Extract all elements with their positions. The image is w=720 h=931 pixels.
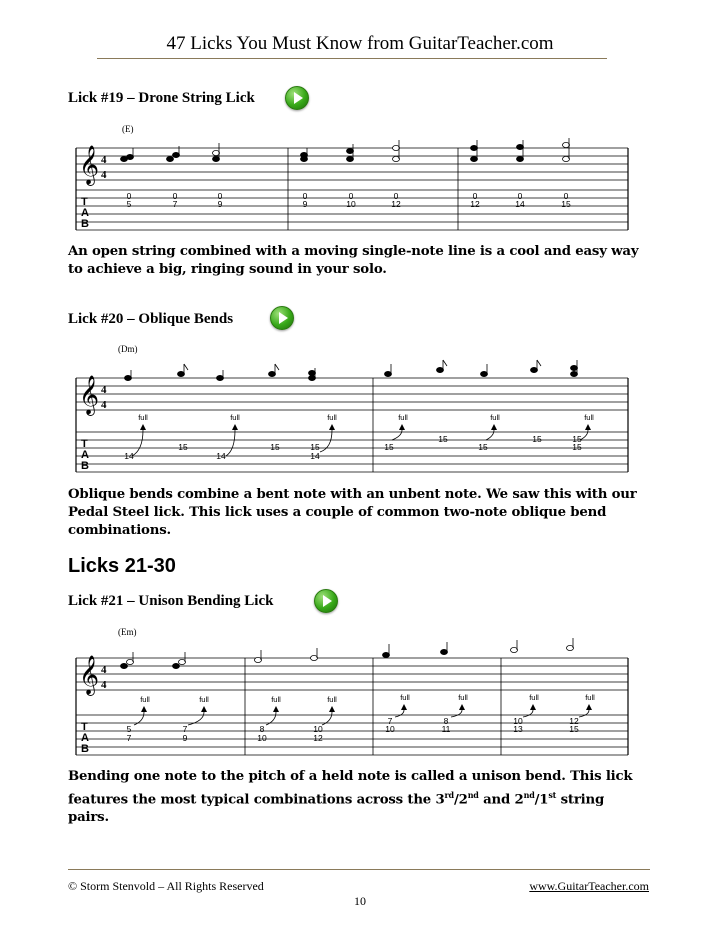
svg-text:full: full [230,413,240,422]
tab-letter-t: T [81,196,88,208]
svg-text:13: 13 [513,724,523,734]
svg-text:10: 10 [313,724,323,734]
svg-text:T: T [81,721,88,733]
lick-20-title: Lick #20 – Oblique Bends [68,311,234,327]
svg-text:15: 15 [438,434,448,444]
svg-text:12: 12 [470,199,480,209]
svg-text:0: 0 [172,191,178,201]
svg-text:full: full [458,693,468,702]
svg-text:B: B [81,460,89,472]
tab-letter-b: B [81,218,89,230]
svg-text:15: 15 [561,199,571,209]
footer-divider [68,869,650,870]
svg-text:14: 14 [515,199,525,209]
svg-text:T: T [81,438,88,450]
lick-21-description: Bending one note to the pitch of a held note is called a unison bend. This lick features the most typical combinations across the 3rd/2nd and 2nd/1st string pairs. [68,769,633,826]
lick-19-title: Lick #19 – Drone String Lick [68,90,255,106]
section-heading: Licks 21-30 [68,555,176,577]
svg-text:10: 10 [257,733,267,743]
svg-text:9: 9 [302,199,308,209]
svg-text:full: full [400,693,410,702]
lick-19-play-icon[interactable] [285,86,309,110]
svg-text:full: full [140,695,150,704]
lick-21-notes [121,638,574,669]
svg-text:0: 0 [126,191,132,201]
lick-19-notation [0,118,720,238]
svg-text:15: 15 [532,434,542,444]
svg-text:10: 10 [513,716,523,726]
svg-text:0: 0 [472,191,478,201]
footer-link[interactable]: www.GuitarTeacher.com [529,879,649,893]
svg-text:full: full [271,695,281,704]
svg-text:full: full [327,695,337,704]
svg-text:8: 8 [259,724,265,734]
lick-20-chord: (Dm) [118,344,138,354]
svg-text:full: full [138,413,148,422]
svg-text:10: 10 [385,724,395,734]
svg-text:11: 11 [441,724,451,734]
lick-20-notation [0,340,720,480]
svg-text:7: 7 [172,199,178,209]
time-sig-top: 4 [101,664,107,676]
time-sig-top: 4 [101,154,107,166]
lick-20-play-icon[interactable] [270,306,294,330]
svg-text:full: full [584,413,594,422]
svg-text:0: 0 [563,191,569,201]
svg-text:15: 15 [478,442,488,452]
svg-text:15: 15 [310,442,320,452]
treble-clef-icon: 𝄞 [79,145,100,185]
treble-clef-icon: 𝄞 [79,655,100,695]
svg-text:0: 0 [217,191,223,201]
svg-text:14: 14 [310,451,320,461]
svg-text:7: 7 [182,724,188,734]
lick-20-description: Oblique bends combine a bent note with an unbent note. We saw this with our Pedal Steel lick. This lick uses a couple of common two-note oblique bend combinations. [68,487,637,538]
svg-text:10: 10 [346,199,356,209]
time-sig-bottom: 4 [101,399,107,411]
svg-text:15: 15 [384,442,394,452]
svg-text:14: 14 [124,451,134,461]
lick-19-chord: (E) [122,124,134,134]
svg-text:full: full [398,413,408,422]
svg-text:A: A [81,449,89,461]
svg-text:15: 15 [572,442,582,452]
page-number: 10 [354,894,366,908]
footer-copyright: © Storm Stenvold – All Rights Reserved [68,879,264,893]
svg-text:B: B [81,743,89,755]
svg-text:full: full [490,413,500,422]
lick-21-notation [0,622,720,760]
lick-19-notes [121,138,570,162]
svg-text:14: 14 [216,451,226,461]
time-sig-bottom: 4 [101,169,107,181]
svg-text:5: 5 [126,199,132,209]
lick-21-play-icon[interactable] [314,589,338,613]
svg-text:0: 0 [517,191,523,201]
svg-text:A: A [81,732,89,744]
page-header-title: 47 Licks You Must Know from GuitarTeacher.com [166,33,554,54]
svg-text:5: 5 [126,724,132,734]
svg-text:7: 7 [126,733,132,743]
svg-text:full: full [199,695,209,704]
svg-text:15: 15 [572,434,582,444]
lick-21-chord: (Em) [118,627,137,637]
svg-text:0: 0 [302,191,308,201]
svg-text:0: 0 [348,191,354,201]
svg-text:9: 9 [217,199,223,209]
svg-text:15: 15 [270,442,280,452]
svg-text:7: 7 [387,716,393,726]
svg-text:full: full [585,693,595,702]
tab-letter-a: A [81,207,89,219]
treble-clef-icon: 𝄞 [79,375,100,415]
svg-text:12: 12 [313,733,323,743]
svg-text:12: 12 [391,199,401,209]
header-divider [97,58,607,59]
svg-text:8: 8 [443,716,449,726]
lick-19-description: An open string combined with a moving single-note line is a cool and easy way to achieve a big, ringing sound in your solo. [68,244,639,277]
svg-text:15: 15 [569,724,579,734]
svg-text:0: 0 [393,191,399,201]
lick-20-notes [125,360,578,381]
svg-text:15: 15 [178,442,188,452]
svg-text:full: full [327,413,337,422]
lick-21-title: Lick #21 – Unison Bending Lick [68,593,274,609]
time-sig-top: 4 [101,384,107,396]
svg-text:9: 9 [182,733,188,743]
svg-text:full: full [529,693,539,702]
lick-20-bend-arrows [132,430,588,456]
time-sig-bottom: 4 [101,679,107,691]
svg-text:12: 12 [569,716,579,726]
